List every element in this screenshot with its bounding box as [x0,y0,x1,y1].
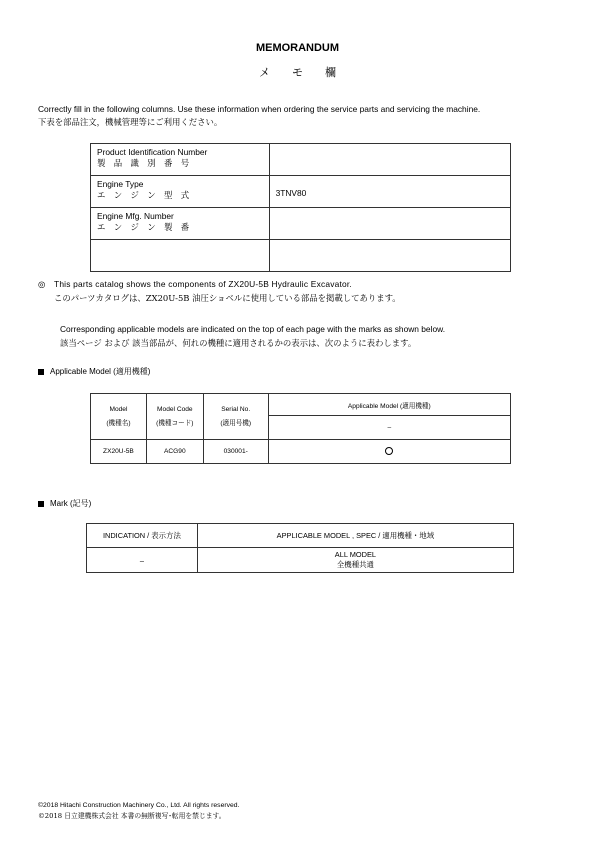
model-code-header-en: Model Code [157,405,193,413]
blank-cell [91,240,270,272]
intro-en: Correctly fill in the following columns. Use these information when ordering the service parts and servicing the machine. [38,104,481,114]
model-header [91,394,147,440]
square-bullet-icon [38,369,44,375]
catalog-note-jp: このパーツカタログは、ZX20U-5B 油圧ショベルに使用している部品を掲載してあります。 [54,293,401,303]
applicable-spec-cell [197,548,513,573]
double-circle-icon: ◎ [38,279,46,289]
model-code-header-jp: (機種コード) [156,419,194,427]
square-bullet-icon [38,501,44,507]
mark-cell [268,440,510,464]
model-code-header [146,394,203,440]
applicable-header: Applicable Model (適用機種) [268,394,510,416]
catalog-note-en: This parts catalog shows the components of ZX20U-5B Hydraulic Excavator. [54,279,352,289]
serial-header [203,394,268,440]
page-subtitle-jp: メ モ 欄 [259,66,336,79]
model-header-jp: (機種名) [106,419,131,427]
applicable-model-table [90,393,511,464]
engine-mfg-label-jp: エ ン ジ ン 製 番 [97,222,190,232]
serial-cell: 030001- [203,440,268,464]
table-row [87,524,514,548]
serial-header-en: Serial No. [221,405,251,413]
engine-type-value: 3TNV80 [269,176,510,208]
product-id-label [91,144,270,176]
intro-jp: 下表を部品注文，機械管理等にご利用ください。 [38,117,223,127]
table-row [91,144,511,176]
table-row [91,208,511,240]
applicable-model-heading-text: Applicable Model (適用機種) [50,367,151,376]
mark-heading-text: Mark (記号) [50,499,92,508]
engine-mfg-value [269,208,510,240]
model-code-cell: ACG90 [146,440,203,464]
table-row [91,440,511,464]
product-id-table [90,143,511,272]
applicable-model-heading [38,366,150,377]
engine-type-label [91,176,270,208]
table-row [87,548,514,573]
footer-copyright-jp: ©2018 日立建機株式会社 本書の無断複写･転用を禁じます。 [38,812,226,820]
table-row [91,240,511,272]
mark-heading [38,498,91,509]
engine-mfg-label-en: Engine Mfg. Number [97,211,174,221]
model-cell: ZX20U-5B [91,440,147,464]
applicable-spec-header: APPLICABLE MODEL , SPEC / 適用機種・地域 [197,524,513,548]
corresponding-note-en: Corresponding applicable models are indicated on the top of each page with the marks as shown below. [60,324,446,334]
page-title: MEMORANDUM [255,42,340,54]
model-header-en: Model [109,405,128,413]
table-row [91,394,511,416]
all-model-jp: 全機種共通 [336,560,374,569]
engine-type-label-jp: エ ン ジ ン 型 式 [97,190,190,200]
product-id-value [269,144,510,176]
circle-mark-icon [385,447,393,455]
indication-header: INDICATION / 表示方法 [87,524,198,548]
serial-header-jp: (適用号機) [220,419,252,427]
engine-type-label-en: Engine Type [97,179,144,189]
corresponding-note-jp: 該当ページ および 該当部品が、何れの機種に適用されるかの表示は、次のように表わします。 [60,338,417,348]
catalog-note [38,278,352,290]
product-id-label-en: Product Identification Number [97,147,208,157]
engine-mfg-label [91,208,270,240]
all-model-en: ALL MODEL [334,550,376,559]
table-row [91,176,511,208]
footer-copyright-en: ©2018 Hitachi Construction Machinery Co., Ltd. All rights reserved. [38,802,240,809]
product-id-label-jp: 製 品 識 別 番 号 [97,158,190,168]
mark-table [86,523,514,573]
indication-cell: – [87,548,198,573]
blank-cell [269,240,510,272]
applicable-header-mark: – [268,416,510,440]
